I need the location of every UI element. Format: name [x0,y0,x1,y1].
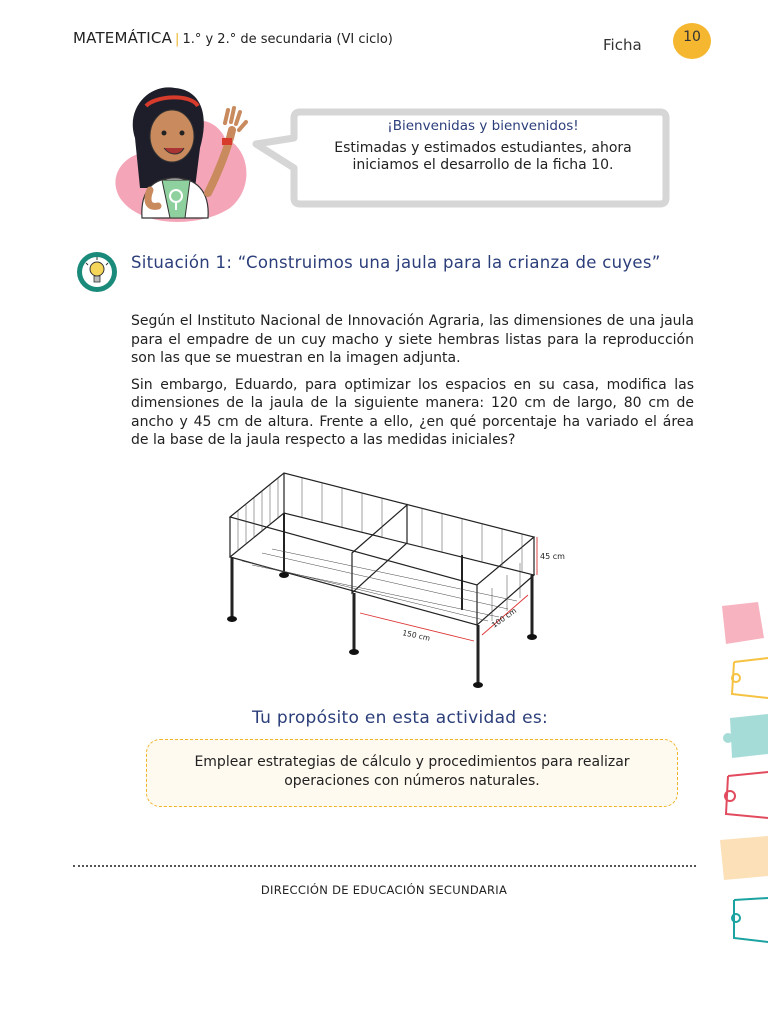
bubble-text [300,118,666,174]
purpose-title-text: Tu propósito en esta actividad es: [251,708,549,728]
purpose-text: Emplear estrategias de cálculo y procedimientos para realizar operaciones con números naturales. [194,754,630,789]
ficha-label: Ficha [603,36,642,54]
ficha-number-badge: 10 [673,23,711,59]
welcome-greeting: ¡Bienvenidas y bienvenidos! [387,118,579,134]
puzzle-decoration [712,598,768,954]
header [73,30,403,48]
situation-body [131,312,694,458]
purpose-box [146,739,678,807]
header-separator: | [175,32,180,47]
subject-title: MATEMÁTICA [73,29,173,47]
welcome-message: Estimadas y estimados estudiantes, ahora iniciamos el desarrollo de la ficha 10. [334,140,632,173]
footer-divider [73,865,696,867]
footer-text: DIRECCIÓN DE EDUCACIÓN SECUNDARIA [260,883,508,897]
lightbulb-icon [73,251,121,293]
height-dimension-label: 45 cm [540,552,565,561]
situation-paragraph-1: Según el Instituto Nacional de Innovación Agraria, las dimensiones de una jaula para el empadre de un cuy macho y siete hembras listas para la reproducción son las que se muestran en la imagen adjunta. [131,313,694,366]
teacher-illustration [100,78,270,228]
grade-label: 1.° y 2.° de secundaria (VI ciclo) [182,32,393,47]
length-dimension-label: 150 cm [401,628,431,643]
cage-diagram [222,465,572,690]
width-dimension-label: 100 cm [489,606,519,630]
situation-paragraph-2: Sin embargo, Eduardo, para optimizar los espacios en su casa, modifica las dimensiones de la jaula de la siguiente manera: 120 cm de largo, 80 cm de ancho y 45 cm de altura. Frente a ello, ¿en qué porcentaje ha variado el área de la base de la jaula respecto a las medidas iniciales? [131,376,694,448]
situation-title: Situación 1: “Construimos una jaula para la crianza de cuyes” [131,253,661,272]
purpose-title [0,708,768,728]
